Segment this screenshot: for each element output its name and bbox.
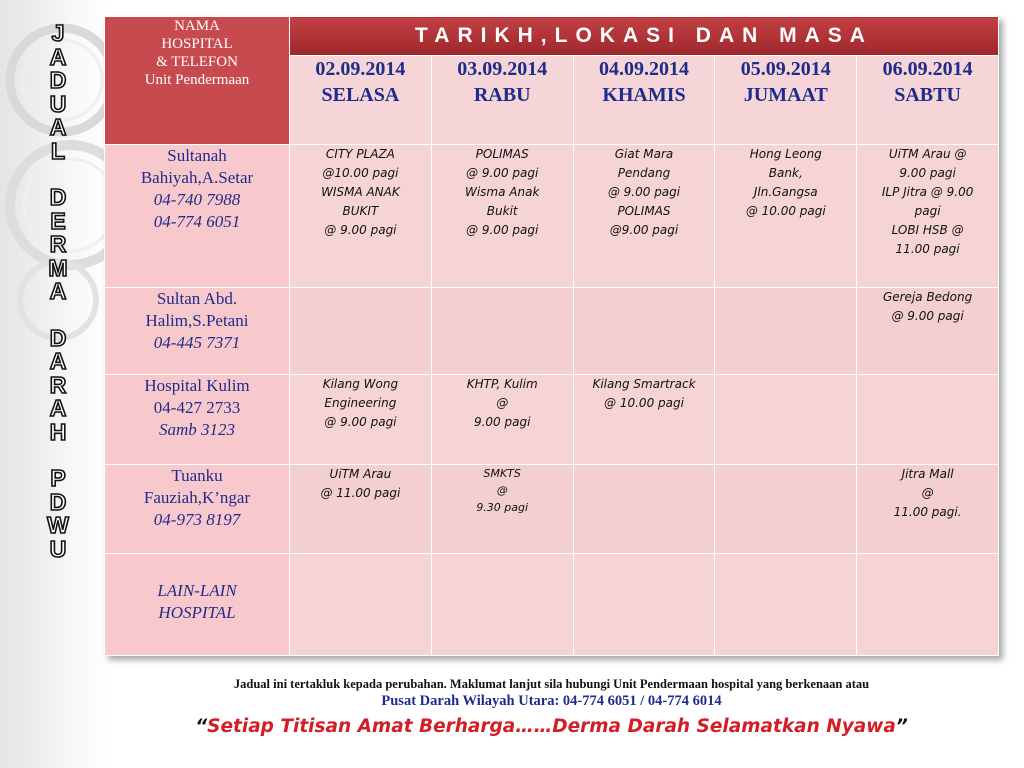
hospital-phone-line: HOSPITAL bbox=[158, 603, 236, 623]
hospital-name-line: Hospital Kulim bbox=[144, 376, 250, 396]
schedule-cell bbox=[431, 287, 573, 375]
hospital-cell bbox=[105, 287, 290, 375]
cell-line: 9.00 pagi bbox=[473, 415, 531, 430]
cell-line: POLIMAS bbox=[475, 147, 529, 161]
pusat-darah-contact: Pusat Darah Wilayah Utara: 04-774 6051 / 04-774 6014 bbox=[381, 693, 722, 709]
hospital-name-line: Sultan Abd. bbox=[156, 288, 238, 308]
cell-line: UiTM Arau @ bbox=[888, 147, 967, 161]
schedule-cell bbox=[573, 287, 715, 375]
schedule-cell bbox=[857, 375, 999, 465]
title-letter: A bbox=[49, 348, 67, 374]
schedule-cell bbox=[715, 554, 857, 656]
cell-line: SMKTS bbox=[483, 466, 521, 480]
date-header bbox=[857, 56, 999, 145]
hospital-name-line: Sultanah bbox=[167, 146, 227, 165]
corner-line: NAMA bbox=[174, 18, 220, 34]
hospital-name-line: 04-427 2733 bbox=[153, 398, 241, 418]
schedule-row bbox=[105, 287, 999, 375]
title-letter: A bbox=[49, 278, 67, 304]
day-label: SABTU bbox=[894, 84, 961, 106]
schedule-row bbox=[105, 375, 999, 465]
cell-line: Jln.Gangsa bbox=[753, 185, 818, 199]
hospital-cell bbox=[105, 464, 290, 554]
hospital-phone-line: 04-445 7371 bbox=[153, 332, 241, 352]
date-header bbox=[431, 56, 573, 145]
cell-line: pagi bbox=[914, 204, 941, 218]
title-letter: L bbox=[50, 137, 66, 164]
title-letter: J bbox=[51, 20, 65, 46]
cell-line: @ 11.00 pagi bbox=[320, 485, 401, 500]
title-letter: H bbox=[49, 418, 67, 445]
date-header bbox=[573, 56, 715, 145]
schedule-cell bbox=[857, 554, 999, 656]
cell-line: KHTP, Kulim bbox=[466, 377, 538, 392]
slogan-close-quote: ” bbox=[895, 716, 908, 737]
title-word-jadual bbox=[38, 22, 78, 163]
cell-line: Giat Mara bbox=[614, 147, 674, 161]
schedule-cell bbox=[290, 554, 432, 656]
cell-line: 11.00 pagi bbox=[895, 242, 960, 256]
corner-line: Unit Pendermaan bbox=[144, 72, 250, 88]
title-letter: D bbox=[49, 324, 67, 351]
cell-line: Kilang Wong bbox=[322, 377, 399, 392]
cell-line: @ 9.00 pagi bbox=[466, 223, 539, 237]
hospital-phone-line: 04-774 6051 bbox=[153, 212, 241, 231]
schedule-row bbox=[105, 554, 999, 656]
hospital-phone-line: LAIN-LAIN bbox=[157, 581, 237, 601]
slogan-open-quote: “ bbox=[195, 716, 208, 737]
schedule-cell bbox=[857, 287, 999, 375]
hospital-cell bbox=[105, 554, 290, 656]
hospital-phone-line: 04-740 7988 bbox=[153, 190, 241, 209]
corner-line: HOSPITAL bbox=[161, 36, 233, 52]
hospital-name-line: Bahiyah,A.Setar bbox=[140, 168, 254, 187]
hospital-name-line: Fauziah,K’ngar bbox=[143, 487, 251, 507]
cell-line: Kilang Smartrack bbox=[592, 377, 696, 392]
cell-line: POLIMAS bbox=[617, 204, 671, 218]
cell-line: @ 9.00 pagi bbox=[324, 415, 397, 430]
hospital-cell bbox=[105, 375, 290, 465]
schedule-cell bbox=[290, 464, 432, 554]
cell-line: @ 9.00 pagi bbox=[607, 185, 681, 199]
cell-line: @ 9.00 pagi bbox=[891, 308, 964, 323]
hospital-phone-line: Samb 3123 bbox=[158, 420, 236, 440]
cell-line: LOBI HSB @ bbox=[891, 223, 964, 237]
title-word-pdwu bbox=[38, 467, 78, 561]
title-letter: A bbox=[49, 114, 67, 140]
cell-line: Hong Leong bbox=[749, 147, 822, 161]
date-label: 05.09.2014 bbox=[740, 58, 831, 80]
cell-line: Bukit bbox=[486, 204, 518, 218]
cell-line: @9.00 pagi bbox=[609, 223, 679, 237]
title-letter: P bbox=[50, 465, 66, 491]
day-label: KHAMIS bbox=[602, 84, 686, 106]
cell-line: @ 9.00 pagi bbox=[324, 223, 397, 237]
date-header bbox=[290, 56, 432, 145]
schedule-cell bbox=[290, 287, 432, 375]
schedule-cell bbox=[290, 145, 432, 288]
cell-line: 11.00 pagi. bbox=[893, 504, 962, 519]
schedule-row bbox=[105, 464, 999, 554]
schedule-cell bbox=[715, 375, 857, 465]
date-label: 03.09.2014 bbox=[457, 58, 548, 80]
schedule-cell bbox=[715, 145, 857, 288]
cell-line: @ bbox=[496, 396, 509, 411]
schedule-cell bbox=[573, 145, 715, 288]
cell-line: UiTM Arau bbox=[329, 466, 392, 481]
cell-line: 9.30 pagi bbox=[476, 500, 529, 514]
cell-line: @ 9.00 pagi bbox=[466, 166, 539, 180]
schedule-cell bbox=[857, 145, 999, 288]
title-word-derma bbox=[38, 186, 78, 304]
day-label: RABU bbox=[473, 84, 531, 106]
corner-line: & TELEFON bbox=[156, 54, 238, 70]
title-letter: A bbox=[49, 43, 67, 70]
schedule-cell bbox=[573, 375, 715, 465]
title-letter: M bbox=[48, 254, 68, 281]
schedule-band-title: TARIKH,LOKASI DAN MASA bbox=[290, 17, 999, 56]
title-letter: U bbox=[49, 90, 67, 117]
schedule-cell bbox=[857, 464, 999, 554]
schedule-row bbox=[105, 145, 999, 288]
date-label: 06.09.2014 bbox=[882, 58, 973, 80]
cell-line: 9.00 pagi bbox=[899, 166, 956, 180]
hospital-name-line: Tuanku bbox=[171, 465, 223, 485]
schedule-cell bbox=[715, 464, 857, 554]
hospital-cell bbox=[105, 145, 290, 288]
schedule-cell bbox=[290, 375, 432, 465]
vertical-page-title bbox=[38, 22, 78, 561]
title-letter: W bbox=[47, 512, 69, 538]
cell-line: Engineering bbox=[324, 396, 397, 411]
date-label: 04.09.2014 bbox=[598, 58, 689, 80]
cell-line: @ bbox=[496, 483, 508, 497]
cell-line: BUKIT bbox=[342, 204, 379, 218]
cell-line: Wisma Anak bbox=[464, 185, 540, 199]
date-header bbox=[715, 56, 857, 145]
title-letter: R bbox=[49, 231, 67, 257]
title-letter: D bbox=[49, 67, 67, 93]
cell-line: WISMA ANAK bbox=[321, 185, 400, 199]
cell-line: @ 10.00 pagi bbox=[604, 396, 684, 411]
schedule-cell bbox=[431, 375, 573, 465]
title-letter: U bbox=[49, 535, 67, 562]
schedule-cell bbox=[573, 464, 715, 554]
hospital-phone-line: 04-973 8197 bbox=[153, 509, 241, 529]
title-letter: R bbox=[49, 371, 67, 398]
cell-line: Jitra Mall bbox=[901, 466, 954, 481]
cell-line: @ bbox=[921, 485, 934, 500]
title-letter: D bbox=[49, 184, 67, 210]
title-letter: E bbox=[50, 207, 66, 234]
schedule-cell bbox=[715, 287, 857, 375]
day-label: SELASA bbox=[321, 84, 400, 106]
cell-line: ILP Jitra @ 9.00 bbox=[881, 185, 974, 199]
cell-line: @ 10.00 pagi bbox=[745, 204, 826, 218]
cell-line: Pendang bbox=[617, 166, 671, 180]
schedule-cell bbox=[431, 145, 573, 288]
cell-line: Gereja Bedong bbox=[882, 289, 973, 304]
cell-line: Bank, bbox=[768, 166, 803, 180]
hospital-name-line: Halim,S.Petani bbox=[145, 310, 249, 330]
schedule-cell bbox=[573, 554, 715, 656]
footer-note: Jadual ini tertakluk kepada perubahan. Maklumat lanjut sila hubungi Unit Pendermaan hospital yang berkenaan atau bbox=[233, 677, 870, 691]
schedule-cell bbox=[431, 554, 573, 656]
date-label: 02.09.2014 bbox=[315, 58, 406, 80]
cell-line: @10.00 pagi bbox=[322, 166, 399, 180]
title-letter: A bbox=[49, 395, 67, 421]
day-label: JUMAAT bbox=[743, 84, 828, 106]
blood-donation-schedule-table bbox=[104, 16, 999, 656]
slogan bbox=[104, 716, 999, 737]
slogan-text: Setiap Titisan Amat Berharga……Derma Darah Selamatkan Nyawa bbox=[207, 716, 896, 737]
cell-line: CITY PLAZA bbox=[325, 147, 395, 161]
hospital-column-header bbox=[105, 17, 290, 145]
title-letter: D bbox=[49, 488, 67, 515]
title-word-darah bbox=[38, 324, 78, 445]
schedule-cell bbox=[431, 464, 573, 554]
